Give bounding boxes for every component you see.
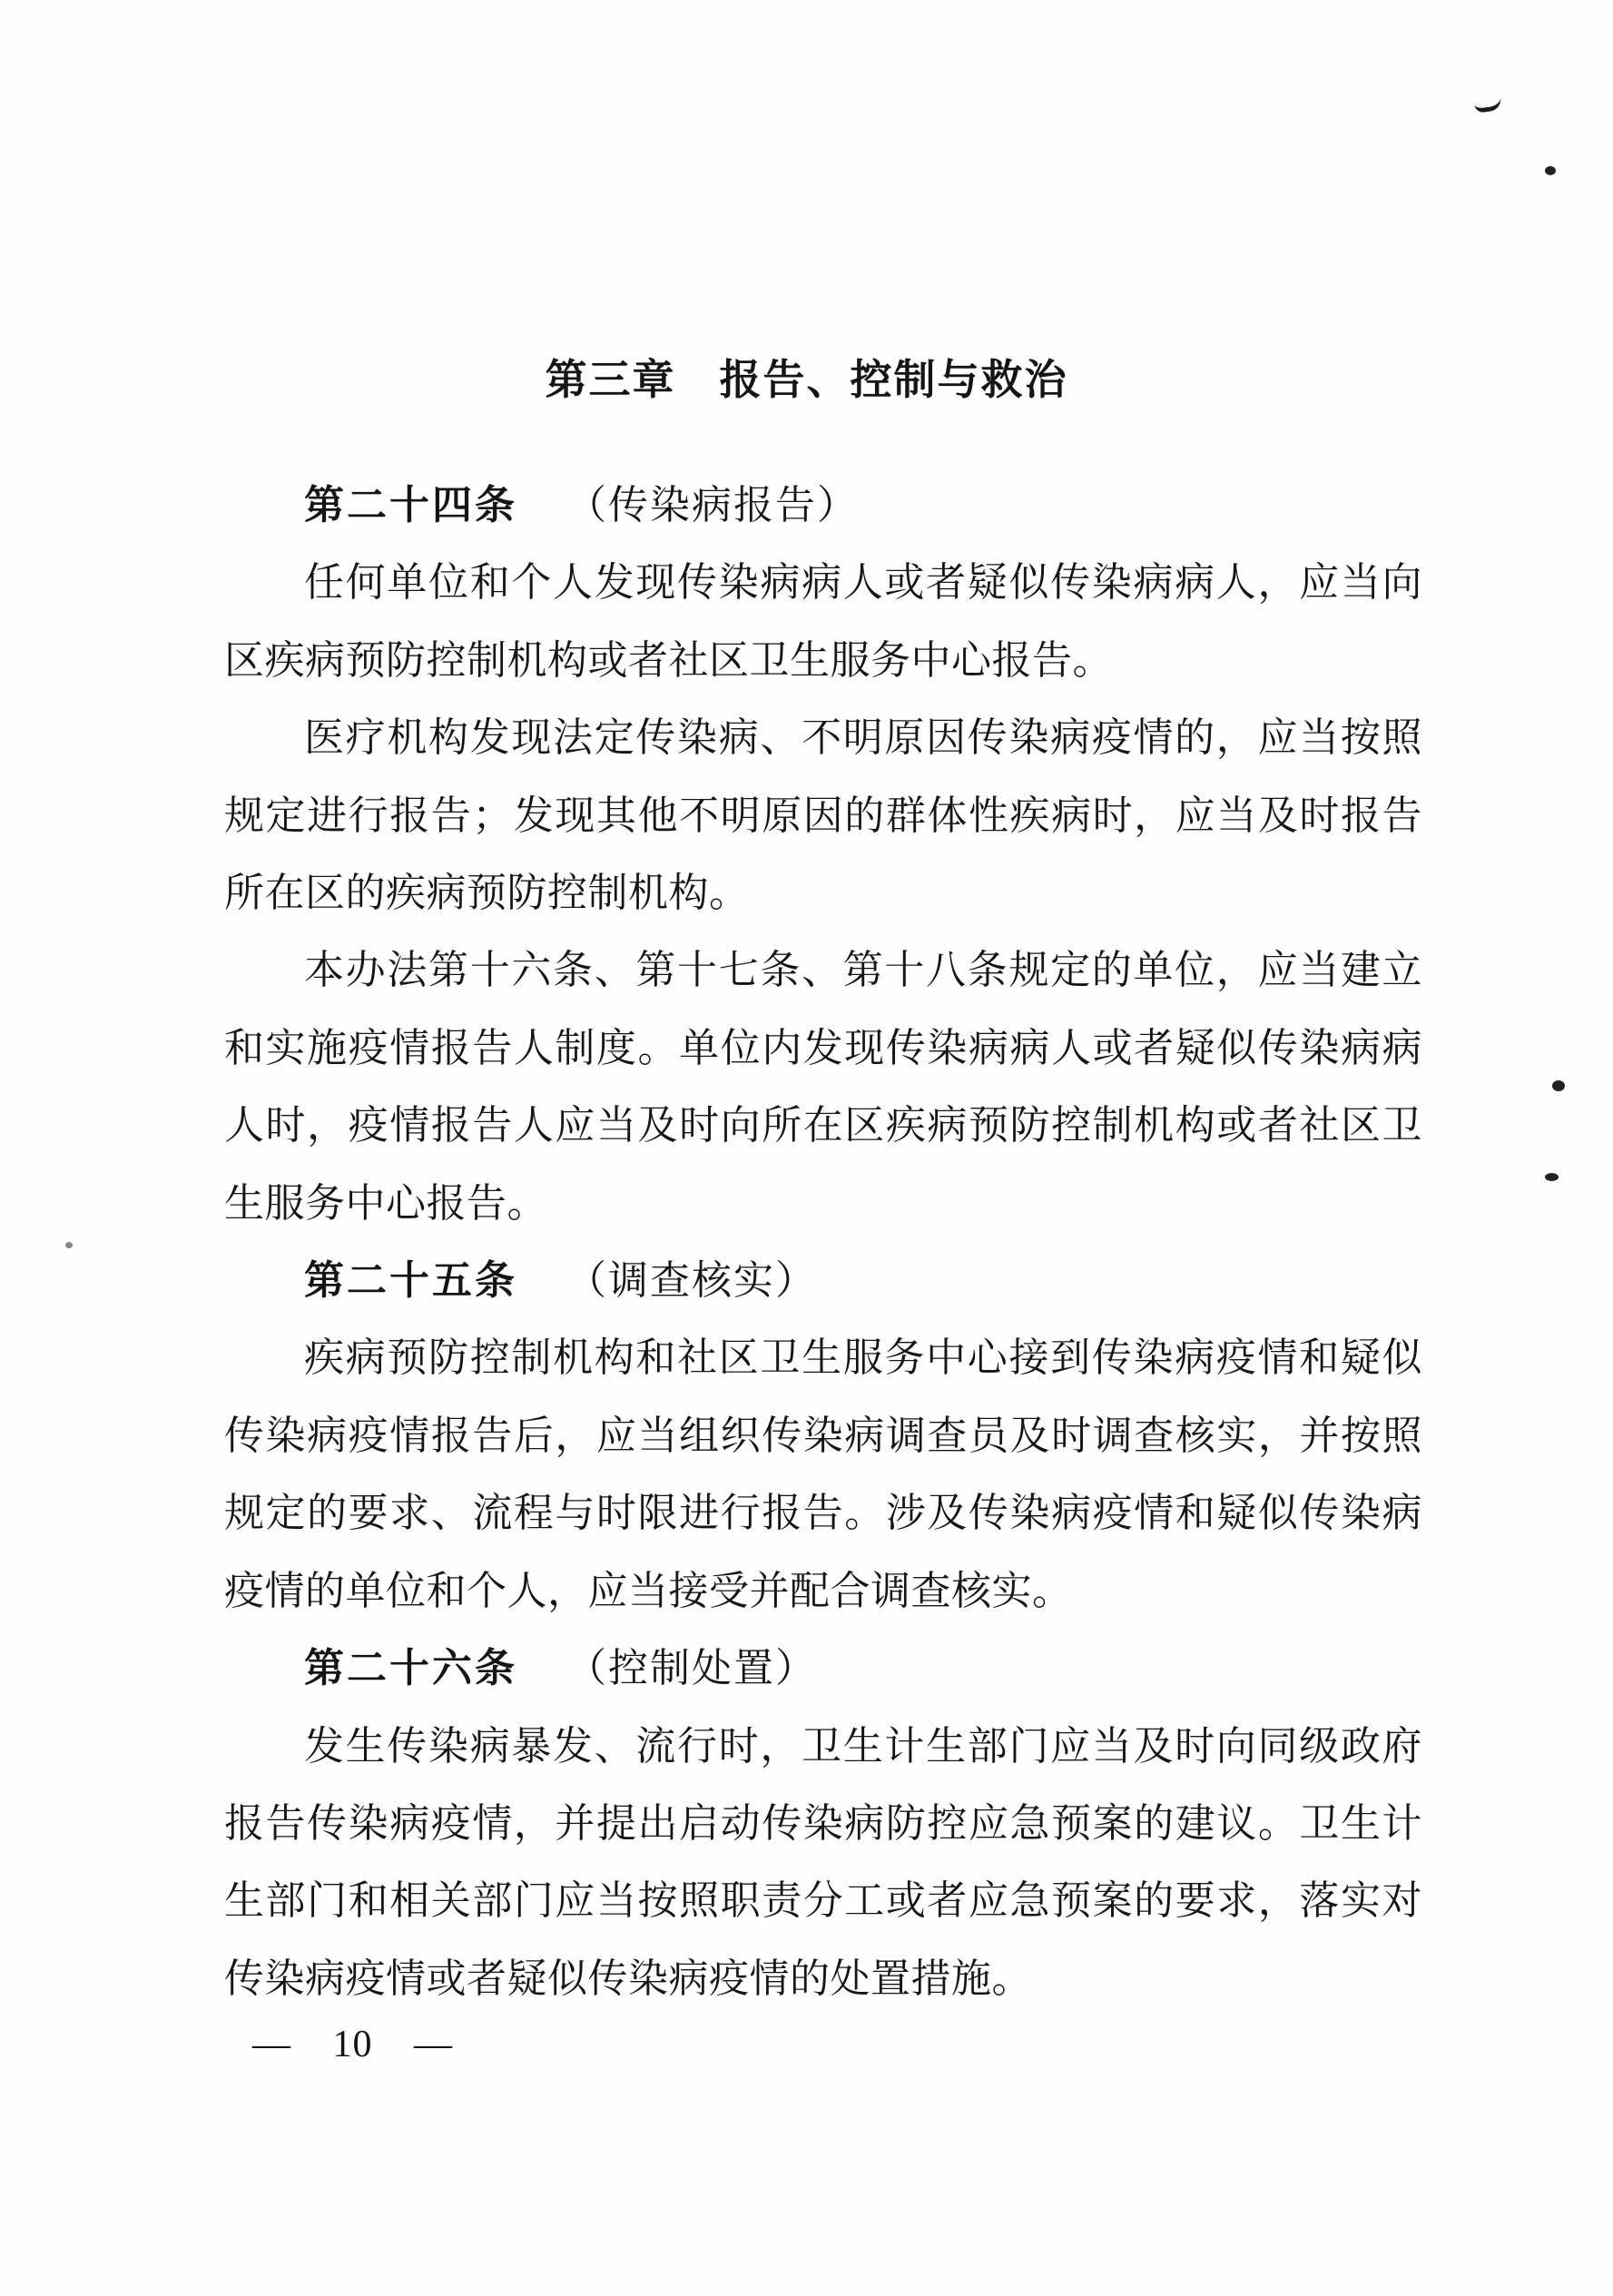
chapter-title: 第三章 报告、控制与救治: [545, 356, 1068, 403]
scan-speck-icon: [65, 1242, 73, 1248]
article-heading: [224, 1630, 1422, 1707]
article-heading: [224, 1242, 1422, 1319]
article-number: 第二十五条: [304, 1258, 517, 1304]
document-body: [224, 467, 1422, 2017]
page-number: — 10 —: [252, 2024, 453, 2065]
scan-speck-icon: [1545, 1173, 1559, 1181]
scan-speck-icon: [1545, 166, 1556, 175]
article-title: （传染病报告）: [566, 483, 859, 527]
paragraph: 本办法第十六条、第十七条、第十八条规定的单位，应当建立和实施疫情报告人制度。单位内发现传染病病人或者疑似传染病病人时，疫情报告人应当及时向所在区疾病预防控制机构或者社区卫生服务中心报告。: [224, 948, 1422, 1226]
scan-speck-icon: [1552, 1080, 1565, 1091]
paragraph: 任何单位和个人发现传染病病人或者疑似传染病病人，应当向区疾病预防控制机构或者社区卫生服务中心报告。: [224, 560, 1422, 683]
article-title: （控制处置）: [566, 1646, 817, 1691]
article-number: 第二十六条: [304, 1646, 517, 1691]
paragraph: 发生传染病暴发、流行时，卫生计生部门应当及时向同级政府报告传染病疫情，并提出启动传染病防控应急预案的建议。卫生计生部门和相关部门应当按照职责分工或者应急预案的要求，落实对传染病疫情或者疑似传染病疫情的处置措施。: [224, 1723, 1422, 2001]
article-heading: [224, 467, 1422, 544]
paragraph: 疾病预防控制机构和社区卫生服务中心接到传染病疫情和疑似传染病疫情报告后，应当组织传染病调查员及时调查核实，并按照规定的要求、流程与时限进行报告。涉及传染病疫情和疑似传染病疫情的单位和个人，应当接受并配合调查核实。: [224, 1335, 1422, 1613]
article-26: [224, 1630, 1422, 2017]
article-24: [224, 467, 1422, 1242]
article-title: （调查核实）: [566, 1258, 817, 1304]
scan-mark-check-icon: [1473, 93, 1502, 113]
article-25: [224, 1242, 1422, 1630]
article-number: 第二十四条: [304, 483, 517, 527]
paragraph: 医疗机构发现法定传染病、不明原因传染病疫情的，应当按照规定进行报告；发现其他不明原因的群体性疾病时，应当及时报告所在区的疾病预防控制机构。: [224, 715, 1422, 916]
